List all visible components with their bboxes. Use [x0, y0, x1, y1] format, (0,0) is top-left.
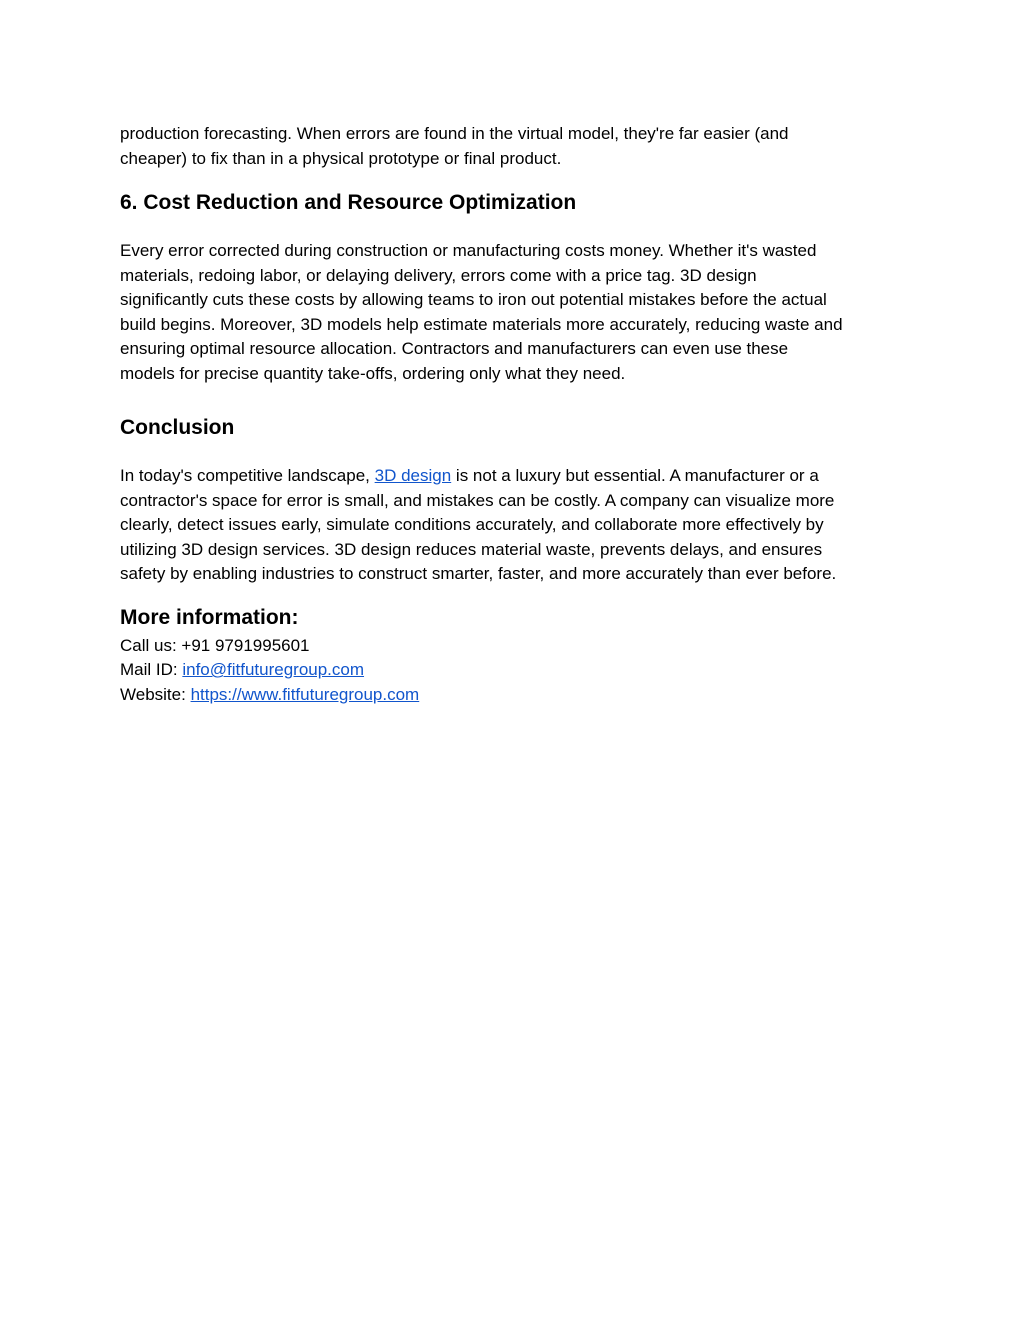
paragraph-line: clearly, detect issues early, simulate conditions accurately, and collaborate more effectively by — [120, 515, 824, 534]
conclusion-paragraph — [120, 464, 906, 587]
paragraph-line: materials, redoing labor, or delaying delivery, errors come with a price tag. 3D design — [120, 265, 757, 285]
paragraph-line: Every error corrected during construction or manufacturing costs money. Whether it's wasted — [120, 241, 817, 260]
paragraph-line: significantly cuts these costs by allowing teams to iron out potential mistakes before the actual — [120, 290, 827, 309]
paragraph-line: cheaper) to fix than in a physical prototype or final product. — [120, 148, 562, 168]
conclusion-line1-after: is not a luxury but essential. A manufacturer or a — [451, 466, 819, 485]
heading-conclusion: Conclusion — [120, 416, 235, 439]
email-link[interactable]: info@fitfuturegroup.com — [182, 660, 365, 679]
intro-continuation-paragraph — [120, 122, 906, 171]
paragraph-line — [120, 464, 906, 489]
paragraph-line: models for precise quantity take-offs, ordering only what they need. — [120, 363, 626, 383]
website-link[interactable]: https://www.fitfuturegroup.com — [190, 684, 420, 704]
heading-more-information: More information: — [120, 605, 299, 629]
call-us-line: Call us: +91 9791995601 — [120, 635, 310, 655]
website-line — [120, 683, 906, 708]
paragraph-line: production forecasting. When errors are found in the virtual model, they're far easier (and — [120, 124, 789, 143]
paragraph-line: contractor's space for error is small, and mistakes can be costly. A company can visualize more — [120, 490, 835, 510]
mail-id-line — [120, 658, 906, 683]
conclusion-line1-before: In today's competitive landscape, — [120, 466, 375, 485]
paragraph-line: build begins. Moreover, 3D models help estimate materials more accurately, reducing waste and — [120, 314, 843, 334]
mail-id-label: Mail ID: — [120, 660, 183, 679]
contact-block — [120, 634, 906, 708]
paragraph-line: ensuring optimal resource allocation. Contractors and manufacturers can even use these — [120, 339, 789, 358]
paragraph-line: utilizing 3D design services. 3D design reduces material waste, prevents delays, and ensures — [120, 539, 823, 559]
cost-reduction-paragraph — [120, 239, 906, 386]
paragraph-line: safety by enabling industries to construct smarter, faster, and more accurately than ever before. — [120, 564, 837, 583]
3d-design-link[interactable]: 3D design — [374, 466, 452, 485]
website-label: Website: — [120, 684, 191, 704]
heading-cost-reduction: 6. Cost Reduction and Resource Optimization — [120, 191, 577, 214]
